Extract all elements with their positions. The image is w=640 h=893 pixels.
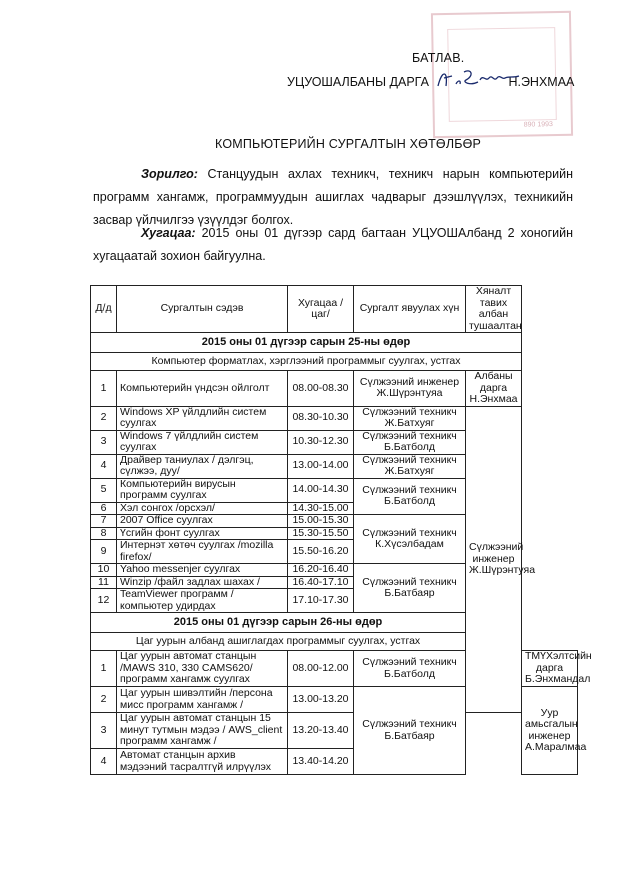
row-topic: 2007 Office суулгах (117, 515, 288, 528)
table-row (91, 406, 578, 430)
row-time: 08.00-12.00 (288, 651, 354, 687)
row-topic: Windows XP үйлдлийн систем суулгах (117, 406, 288, 430)
row-time: 15.30-15.50 (288, 527, 354, 540)
row-time: 10.30-12.30 (288, 430, 354, 454)
row-topic: Цаг уурын шивэлтийн /персона мисс программ хангамж / (117, 687, 288, 713)
header-no: Д/д (91, 286, 117, 333)
row-number: 9 (91, 540, 117, 564)
row-number: 8 (91, 527, 117, 540)
row-number: 2 (91, 406, 117, 430)
row-time: 15.50-16.20 (288, 540, 354, 564)
row-time: 13.40-14.20 (288, 749, 354, 775)
duration-label: Хугацаа: (141, 226, 196, 240)
row-number: 1 (91, 651, 117, 687)
row-number: 10 (91, 564, 117, 577)
row-time: 13.00-13.20 (288, 687, 354, 713)
row-trainer: Сүлжээний техникч Б.Батболд (354, 430, 466, 454)
row-topic: TeamViewer программ / компьютер удирдах (117, 589, 288, 613)
approver-name: Н.ЭНХМАА (508, 75, 575, 89)
row-trainer: Сүлжээний техникч Б.Батболд (354, 651, 466, 687)
row-topic: Windows 7 үйлдлийн систем суулгах (117, 430, 288, 454)
approver-line (287, 75, 574, 89)
row-topic: Цаг уурын автомат станцын /MAWS 310, 330 CAMS620/ программ хангамж суулгах (117, 651, 288, 687)
document-title: КОМПЬЮТЕРИЙН СУРГАЛТЫН ХӨТӨЛБӨР (215, 137, 482, 151)
row-number: 11 (91, 576, 117, 589)
row-topic: Хэл сонгох /орсхэл/ (117, 502, 288, 515)
header-time: Хугацаа /цаг/ (288, 286, 354, 333)
training-schedule-table (90, 285, 592, 775)
row-supervisor: Сүлжээний инженер Ж.Шүрэнтуяа (466, 406, 522, 713)
row-time: 08.00-08.30 (288, 371, 354, 407)
row-number: 3 (91, 713, 117, 749)
approval-label: БАТЛАВ. (412, 51, 465, 65)
row-supervisor: Уур амьсгалын инженер А.Маралмаа (522, 687, 578, 775)
row-time: 14.30-15.00 (288, 502, 354, 515)
row-number: 3 (91, 430, 117, 454)
row-number: 2 (91, 687, 117, 713)
table-row (91, 371, 578, 407)
row-trainer: Сүлжээний техникч Б.Батбаяр (354, 687, 466, 775)
row-topic: Компьютерийн үндсэн ойлголт (117, 371, 288, 407)
row-supervisor: Албаны дарга Н.Энхмаа (466, 371, 522, 407)
day1-subtitle: Компьютер форматлах, хэрглээний программыг суулгах, устгах (91, 353, 522, 371)
row-number: 4 (91, 454, 117, 478)
header-trainer: Сургалт явуулах хүн (354, 286, 466, 333)
row-time: 08.30-10.30 (288, 406, 354, 430)
row-trainer: Сүлжээний техникч Ж.Батхуяг (354, 454, 466, 478)
duration-text: 2015 оны 01 дүгээр сард багтаан УЦУОШАлбанд 2 хоногийн хугацаатай зохион байгуулна. (93, 226, 574, 263)
row-number: 4 (91, 749, 117, 775)
row-number: 6 (91, 502, 117, 515)
day2-subtitle: Цаг уурын албанд ашиглагдах программыг суулгах, устгах (91, 633, 466, 651)
row-number: 7 (91, 515, 117, 528)
row-time: 13.00-14.00 (288, 454, 354, 478)
goal-label: Зорилго: (141, 167, 198, 181)
row-trainer: Сүлжээний техникч Б.Батбаяр (354, 564, 466, 613)
row-time: 17.10-17.30 (288, 589, 354, 613)
row-time: 13.20-13.40 (288, 713, 354, 749)
row-topic: Интернэт хөтөч суулгах /mozilla firefox/ (117, 540, 288, 564)
table-row (91, 749, 578, 775)
row-time: 16.20-16.40 (288, 564, 354, 577)
row-topic: Yahoo messenjer суулгах (117, 564, 288, 577)
row-trainer: Сүлжээний техникч Ж.Батхуяг (354, 406, 466, 430)
stamp-number: 890 1993 (523, 121, 553, 129)
row-topic: Үсгийн фонт суулгах (117, 527, 288, 540)
header-topic: Сургалтын сэдэв (117, 286, 288, 333)
table-row (91, 713, 578, 749)
row-topic: Драйвер таниулах / дэлгэц, сүлжээ, дуу/ (117, 454, 288, 478)
row-topic: Winzip /файл задлах шахах / (117, 576, 288, 589)
row-supervisor: ТМҮХэлтсийн дарга Б.Энхмандал (522, 651, 578, 687)
row-trainer: Сүлжээний техникч К.Хүсэлбадам (354, 515, 466, 564)
row-time: 15.00-15.30 (288, 515, 354, 528)
row-trainer: Сүлжээний техникч Б.Батболд (354, 478, 466, 515)
row-topic: Цаг уурын автомат станцын 15 минут тутмын мэдээ / AWS_client программ хангамж / (117, 713, 288, 749)
row-number: 12 (91, 589, 117, 613)
row-trainer: Сүлжээний инженер Ж.Шүрэнтуяа (354, 371, 466, 407)
header-supervisor: Хяналт тавих албан тушаалтан (466, 286, 522, 333)
duration-paragraph (93, 222, 573, 268)
row-number: 1 (91, 371, 117, 407)
day1-title: 2015 оны 01 дүгээр сарын 25-ны өдөр (91, 333, 522, 353)
day2-title: 2015 оны 01 дүгээр сарын 26-ны өдөр (91, 613, 466, 633)
table-header-row (91, 286, 578, 333)
row-number: 5 (91, 478, 117, 502)
row-time: 14.00-14.30 (288, 478, 354, 502)
row-time: 16.40-17.10 (288, 576, 354, 589)
row-topic: Автомат станцын архив мэдээний тасралтгүй илрүүлэх (117, 749, 288, 775)
row-topic: Компьютерийн вирусын программ суулгах (117, 478, 288, 502)
goal-text: Станцуудын ахлах техникч, техникч нарын компьютерийн программ хангамж, программуудын ашиглах чадварыг дээшлүүлэх, техникийн засвар үйлчилгээ үзүүлдэг болгох. (93, 167, 573, 227)
signature-icon (434, 66, 526, 92)
approver-position: УЦУОШАЛБАНЫ ДАРГА (287, 75, 429, 89)
